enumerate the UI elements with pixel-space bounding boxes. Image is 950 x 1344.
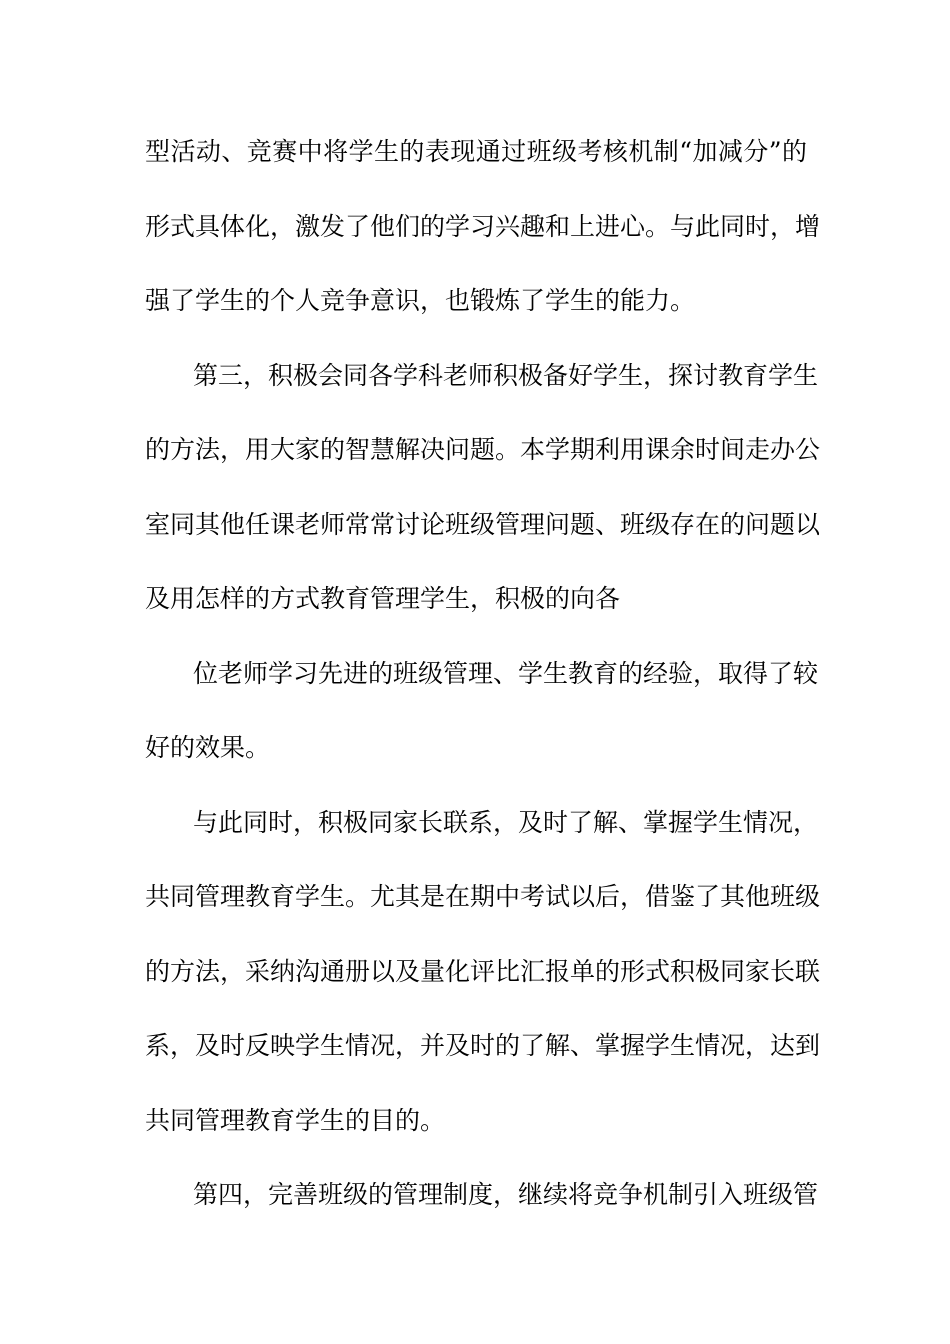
- text-line-10: 与此同时，积极同家长联系，及时了解、掌握学生情况，: [193, 808, 819, 837]
- text-line-3: 强了学生的个人竞争意识，也锻炼了学生的能力。: [145, 286, 696, 315]
- text-line-11: 共同管理教育学生。尤其是在期中考试以后，借鉴了其他班级: [145, 882, 821, 911]
- text-line-15: 第四，完善班级的管理制度，继续将竞争机制引入班级管: [193, 1180, 819, 1209]
- text-line-6: 室同其他任课老师常常讨论班级管理问题、班级存在的问题以: [145, 510, 821, 539]
- text-line-9: 好的效果。: [145, 733, 271, 762]
- text-line-12: 的方法，采纳沟通册以及量化评比汇报单的形式积极同家长联: [145, 957, 821, 986]
- text-line-5: 的方法，用大家的智慧解决问题。本学期利用课余时间走办公: [145, 435, 821, 464]
- text-line-8: 位老师学习先进的班级管理、学生教育的经验，取得了较: [193, 659, 819, 688]
- text-line-2: 形式具体化，激发了他们的学习兴趣和上进心。与此同时，增: [145, 212, 821, 241]
- text-line-14: 共同管理教育学生的目的。: [145, 1106, 446, 1135]
- text-line-4: 第三，积极会同各学科老师积极备好学生，探讨教育学生: [193, 361, 819, 390]
- text-line-13: 系，及时反映学生情况，并及时的了解、掌握学生情况，达到: [145, 1031, 821, 1060]
- text-line-1: 型活动、竞赛中将学生的表现通过班级考核机制“加减分”的: [145, 137, 807, 166]
- text-line-7: 及用怎样的方式教育管理学生，积极的向各: [145, 584, 621, 613]
